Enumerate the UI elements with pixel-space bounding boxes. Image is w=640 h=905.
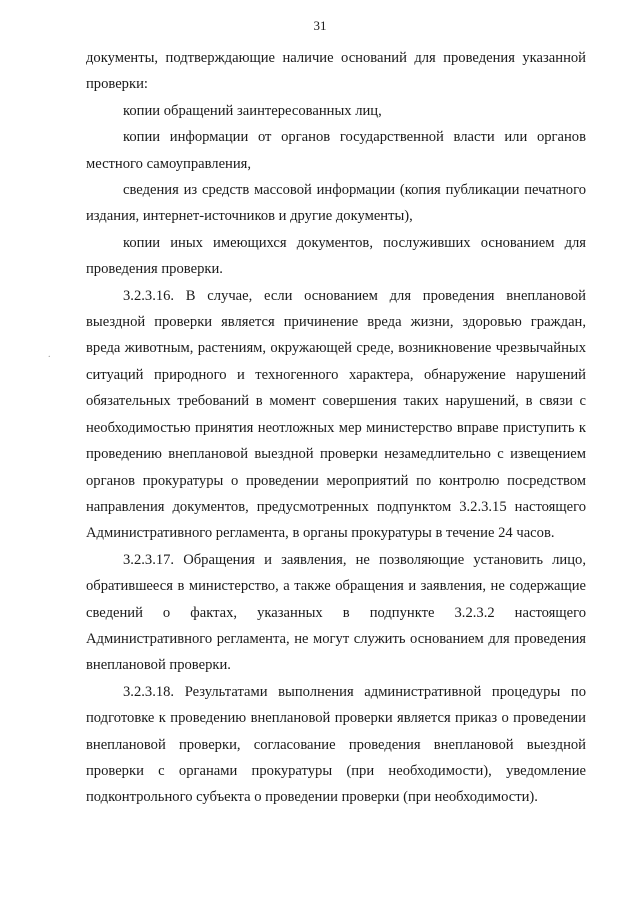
paragraph-intro: документы, подтверждающие наличие оснований для проведения указанной проверки:	[86, 50, 586, 93]
paragraph-3-2-3-18: 3.2.3.18. Результатами выполнения административной процедуры по подготовке к проведению внеплановой проверки является приказ о проведении внеплановой проверки, согласование проведения внеплановой выездной проверки с органами прокуратуры (при необходимости), уведомление подконтрольного субъекта о проведении проверки (при необходимости).	[86, 683, 586, 806]
paragraph-list-item-4: копии иных имеющихся документов, послуживших основанием для проведения проверки.	[86, 234, 586, 278]
paragraph-3-2-3-17: 3.2.3.17. Обращения и заявления, не позволяющие установить лицо, обратившееся в министерство, а также обращения и заявления, не содержащие сведений о фактах, указанных в подпункте 3.2.3.2 настоящего Административного регламента, не могут служить основанием для проведения внеплановой проверки.	[86, 551, 586, 674]
margin-mark: .	[48, 349, 51, 360]
paragraph-3-2-3-16: 3.2.3.16. В случае, если основанием для проведения внеплановой выездной проверки является причинение вреда жизни, здоровью граждан, вреда животным, растениям, окружающей среде, возникновение чрезвычайных ситуаций природного и техногенного характера, обнаружение нарушений обязательных требований в момент совершения таких нарушений, в связи с необходимостью принятия неотложных мер министерство вправе приступить к проведению внеплановой выездной проверки незамедлительно с извещением органов прокуратуры о проведении мероприятий по контролю посредством направления документов, предусмотренных подпунктом 3.2.3.15 настоящего Административного регламента, в органы прокуратуры в течение 24 часов.	[86, 287, 586, 542]
paragraph-list-item-2: копии информации от органов государственной власти или органов местного самоуправления,	[86, 129, 586, 172]
paragraph-list-item-3: сведения из средств массовой информации (копия публикации печатного издания, интернет-источников и другие документы),	[86, 182, 586, 225]
paragraph-list-item-1: копии обращений заинтересованных лиц,	[123, 102, 382, 119]
page-number: 31	[313, 18, 327, 33]
document-body	[86, 45, 586, 811]
